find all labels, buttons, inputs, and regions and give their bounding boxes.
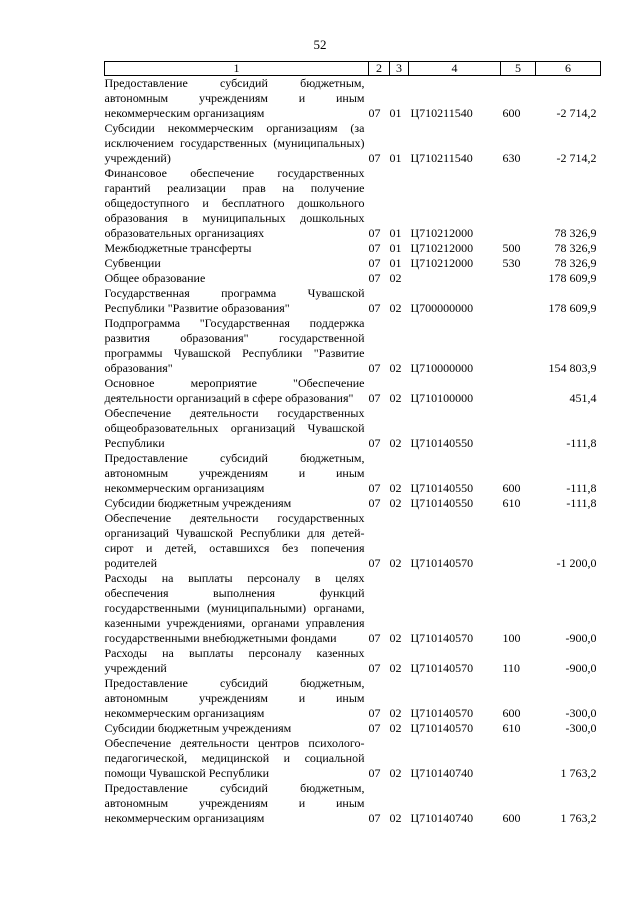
row-section: 07 — [368, 391, 381, 405]
row-target-code: Ц710140740 — [410, 766, 474, 780]
row-subsection: 01 — [389, 241, 402, 255]
table-row — [105, 721, 601, 736]
row-target-code: Ц710140570 — [410, 706, 474, 720]
table-row — [105, 676, 601, 721]
row-subsection: 02 — [389, 556, 402, 570]
budget-table — [104, 61, 601, 826]
table-row — [105, 241, 601, 256]
row-subsection: 02 — [389, 391, 402, 405]
row-amount: -111,8 — [566, 436, 597, 450]
row-subsection: 02 — [389, 706, 402, 720]
row-target-code: Ц710140570 — [410, 721, 474, 735]
row-amount: 1 763,2 — [560, 766, 597, 780]
row-name: Финансовое обеспечение государственных гарантий реализации прав на получение общедоступного и бесплатного дошкольного образования в муниципальных дошкольных образовательных организациях — [104, 166, 365, 240]
row-section: 07 — [368, 556, 381, 570]
row-target-code: Ц710212000 — [410, 226, 474, 240]
row-target-code: Ц710000000 — [410, 361, 474, 375]
row-amount: -1 200,0 — [556, 556, 597, 570]
row-subsection: 02 — [389, 766, 402, 780]
row-expense-type: 600 — [502, 811, 521, 825]
row-amount: 178 609,9 — [548, 301, 597, 315]
row-target-code: Ц710140570 — [410, 556, 474, 570]
row-expense-type — [501, 511, 536, 571]
row-target-code: Ц710140550 — [410, 496, 474, 510]
row-subsection: 01 — [389, 151, 402, 165]
row-target-code: Ц710140740 — [410, 811, 474, 825]
row-amount: 451,4 — [569, 391, 597, 405]
row-amount: 1 763,2 — [560, 811, 597, 825]
row-section: 07 — [368, 271, 381, 285]
row-expense-type — [501, 406, 536, 451]
table-body — [105, 76, 601, 827]
row-expense-type — [501, 736, 536, 781]
column-header: 5 — [501, 62, 536, 76]
table-row — [105, 76, 601, 122]
row-expense-type — [501, 286, 536, 316]
row-section: 07 — [368, 226, 381, 240]
row-target-code: Ц700000000 — [410, 301, 474, 315]
row-name: Подпрограмма "Государственная поддержка развития образования" государственной программы Чувашской Республики "Развитие образования" — [104, 316, 365, 375]
table-row — [105, 376, 601, 406]
row-section: 07 — [368, 301, 381, 315]
table-row — [105, 406, 601, 451]
row-target-code: Ц710211540 — [410, 106, 473, 120]
row-expense-type: 600 — [502, 106, 521, 120]
row-expense-type: 500 — [502, 241, 521, 255]
row-expense-type: 610 — [502, 721, 521, 735]
row-section: 07 — [368, 706, 381, 720]
row-name: Расходы на выплаты персоналу в целях обеспечения выполнения функций государственными (муниципальными) органами, казенными учреждениями, органами управления государственными внебюджетными фондами — [104, 571, 365, 645]
row-amount: 78 326,9 — [554, 226, 597, 240]
row-section: 07 — [368, 436, 381, 450]
table-row — [105, 121, 601, 166]
row-name: Субсидии некоммерческим организациям (за исключением государственных (муниципальных) учреждений) — [104, 121, 365, 165]
row-target-code: Ц710211540 — [410, 151, 473, 165]
table-row — [105, 166, 601, 241]
row-subsection: 02 — [389, 631, 402, 645]
row-amount: -2 714,2 — [556, 151, 597, 165]
table-row — [105, 511, 601, 571]
row-target-code: Ц710140570 — [410, 661, 474, 675]
row-name: Расходы на выплаты персоналу казенных учреждений — [104, 646, 365, 675]
row-section: 07 — [368, 496, 381, 510]
row-subsection: 01 — [389, 226, 402, 240]
row-name: Обеспечение деятельности государственных общеобразовательных организаций Чувашской Республики — [104, 406, 365, 450]
page-number: 52 — [313, 37, 327, 52]
table-row — [105, 781, 601, 826]
row-section: 07 — [368, 811, 381, 825]
row-expense-type — [501, 166, 536, 241]
column-header: 3 — [390, 62, 409, 76]
row-amount: 178 609,9 — [548, 271, 597, 285]
row-section: 07 — [368, 256, 381, 270]
row-section: 07 — [368, 106, 381, 120]
row-expense-type: 110 — [502, 661, 521, 675]
row-expense-type — [501, 376, 536, 406]
row-name: Предоставление субсидий бюджетным, автономным учреждениям и иным некоммерческим организациям — [104, 781, 365, 825]
row-name: Субсидии бюджетным учреждениям — [104, 721, 292, 735]
row-name: Предоставление субсидий бюджетным, автономным учреждениям и иным некоммерческим организациям — [104, 76, 365, 120]
row-section: 07 — [368, 766, 381, 780]
column-header: 1 — [105, 62, 369, 76]
column-header: 2 — [369, 62, 390, 76]
table-row — [105, 286, 601, 316]
row-target-code: Ц710140570 — [410, 631, 474, 645]
row-name: Межбюджетные трансферты — [104, 241, 252, 255]
row-section: 07 — [368, 151, 381, 165]
row-subsection: 02 — [389, 811, 402, 825]
row-amount: -300,0 — [565, 706, 597, 720]
row-name: Предоставление субсидий бюджетным, автономным учреждениям и иным некоммерческим организациям — [104, 676, 365, 720]
table-row — [105, 646, 601, 676]
row-section: 07 — [368, 241, 381, 255]
row-name: Субвенции — [104, 256, 161, 270]
row-subsection: 02 — [389, 721, 402, 735]
row-name: Обеспечение деятельности центров психолого-педагогической, медицинской и социальной помощи Чувашской Республики — [104, 736, 365, 780]
row-section: 07 — [368, 631, 381, 645]
header-row — [105, 62, 601, 76]
row-amount: -300,0 — [565, 721, 597, 735]
row-target-code — [409, 271, 501, 286]
column-header: 4 — [409, 62, 501, 76]
row-amount: -111,8 — [566, 496, 597, 510]
row-target-code: Ц710212000 — [410, 256, 474, 270]
row-expense-type: 630 — [502, 151, 521, 165]
table-row — [105, 316, 601, 376]
table-row — [105, 571, 601, 646]
row-expense-type: 600 — [502, 706, 521, 720]
row-expense-type: 530 — [502, 256, 521, 270]
row-expense-type — [501, 316, 536, 376]
row-subsection: 01 — [389, 106, 402, 120]
row-amount: 78 326,9 — [554, 241, 597, 255]
row-subsection: 02 — [389, 271, 402, 285]
row-amount: -111,8 — [566, 481, 597, 495]
row-subsection: 02 — [389, 301, 402, 315]
row-name: Предоставление субсидий бюджетным, автономным учреждениям и иным некоммерческим организациям — [104, 451, 365, 495]
row-name: Субсидии бюджетным учреждениям — [104, 496, 292, 510]
row-target-code: Ц710100000 — [410, 391, 474, 405]
column-header: 6 — [536, 62, 601, 76]
row-target-code: Ц710212000 — [410, 241, 474, 255]
row-name: Государственная программа Чувашской Республики "Развитие образования" — [104, 286, 365, 315]
row-amount: -2 714,2 — [556, 106, 597, 120]
row-amount: -900,0 — [565, 631, 597, 645]
row-subsection: 02 — [389, 436, 402, 450]
row-expense-type: 100 — [502, 631, 521, 645]
row-amount: -900,0 — [565, 661, 597, 675]
row-expense-type: 610 — [502, 496, 521, 510]
row-expense-type: 600 — [502, 481, 521, 495]
row-subsection: 02 — [389, 496, 402, 510]
row-name: Обеспечение деятельности государственных организаций Чувашской Республики для детей-сирот и детей, оставшихся без попечения родителей — [104, 511, 365, 570]
table-row — [105, 256, 601, 271]
row-subsection: 02 — [389, 361, 402, 375]
row-target-code: Ц710140550 — [410, 481, 474, 495]
row-subsection: 02 — [389, 481, 402, 495]
row-section: 07 — [368, 481, 381, 495]
row-name: Общее образование — [104, 271, 206, 285]
table-row — [105, 496, 601, 511]
table-row — [105, 451, 601, 496]
row-name: Основное мероприятие "Обеспечение деятельности организаций в сфере образования" — [104, 376, 365, 405]
row-section: 07 — [368, 661, 381, 675]
row-amount: 154 803,9 — [548, 361, 597, 375]
row-section: 07 — [368, 361, 381, 375]
table-row — [105, 271, 601, 286]
row-target-code: Ц710140550 — [410, 436, 474, 450]
row-subsection: 01 — [389, 256, 402, 270]
row-section: 07 — [368, 721, 381, 735]
row-subsection: 02 — [389, 661, 402, 675]
row-amount: 78 326,9 — [554, 256, 597, 270]
table-row — [105, 736, 601, 781]
row-expense-type — [501, 271, 536, 286]
